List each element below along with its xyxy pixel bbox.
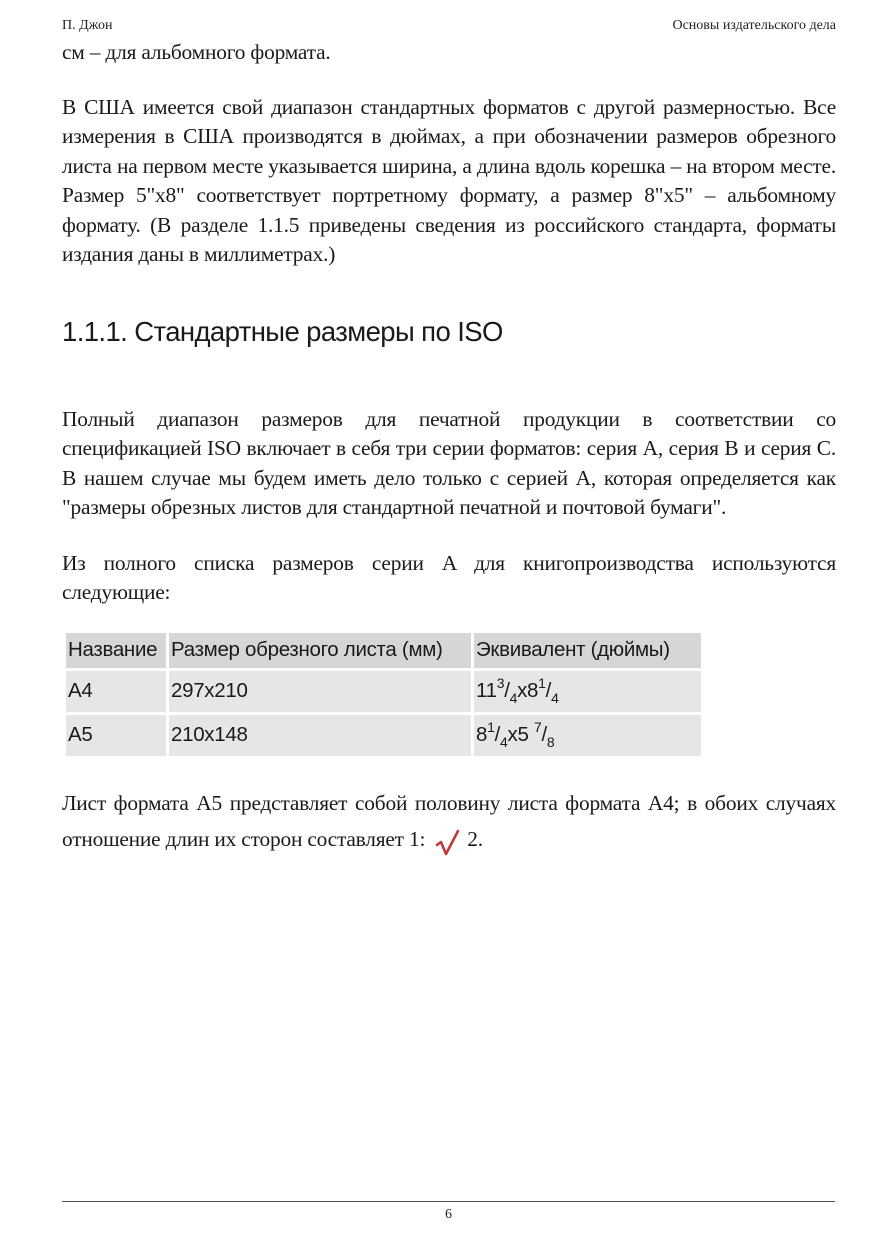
page-content — [62, 38, 836, 860]
table-cell-size: 297x210 — [169, 671, 471, 712]
formats-table — [63, 630, 704, 759]
paragraph-series-a-list: Из полного списка размеров серии A для книгопроизводства используются следующие: — [62, 550, 836, 604]
table-cell-inches: $8^1/_4x5$ $^7/_8$ — [474, 715, 701, 756]
page-number: 6 — [445, 1207, 452, 1222]
table-row — [66, 671, 701, 712]
paragraph-iso-intro: Полный диапазон размеров для печатной продукции в соответствии со спецификацией ISO включает в себя три серии форматов: серия A, серия B и серия C. В нашем случае мы будем иметь дело только с серией A, которая определяется как "размеры обрезных листов для стандартной печатной и почтовой бумаги". — [62, 406, 836, 519]
paragraph-usa-formats: В США имеется свой диапазон стандартных форматов с другой размерностью. Все измерения в США производятся в дюймах, а при обозначении размеров обрезного листа на первом месте указывается ширина, а длина вдоль корешка – на втором месте. Размер 5"x8" соответствует портретному формату, а размер 8"x5" – альбомному формату. (В разделе 1.1.5 приведены сведения из российского стандарта, форматы издания даны в миллиметрах.) — [62, 94, 836, 266]
table-cell-name: A5 — [66, 715, 166, 756]
table-cell-inches: $11^3/_4x8^1/_4$ — [474, 671, 701, 712]
table-header-name: Название — [66, 633, 166, 668]
section-heading: 1.1.1. Стандартные размеры по ISO — [62, 315, 503, 347]
footer-rule — [62, 1201, 835, 1202]
paragraph-a5-half — [62, 785, 836, 860]
square-root-icon — [435, 828, 461, 860]
table-row — [66, 715, 701, 756]
table-cell-name: A4 — [66, 671, 166, 712]
paragraph-a5-half-text: Лист формата A5 представляет собой половину листа формата A4; в обоих случаях отношение длин их сторон составляет 1: — [62, 790, 836, 851]
paragraph-a5-half-ratio: 2. — [467, 826, 483, 851]
paragraph-continuation: см – для альбомного формата. — [62, 40, 331, 64]
header-author: П. Джон — [62, 18, 113, 33]
running-header — [62, 16, 836, 36]
table-header-inches: Эквивалент (дюймы) — [474, 633, 701, 668]
header-book-title: Основы издательского дела — [672, 18, 836, 33]
table-cell-size: 210x148 — [169, 715, 471, 756]
table-header-row — [66, 633, 701, 668]
table-header-size: Размер обрезного листа (мм) — [169, 633, 471, 668]
